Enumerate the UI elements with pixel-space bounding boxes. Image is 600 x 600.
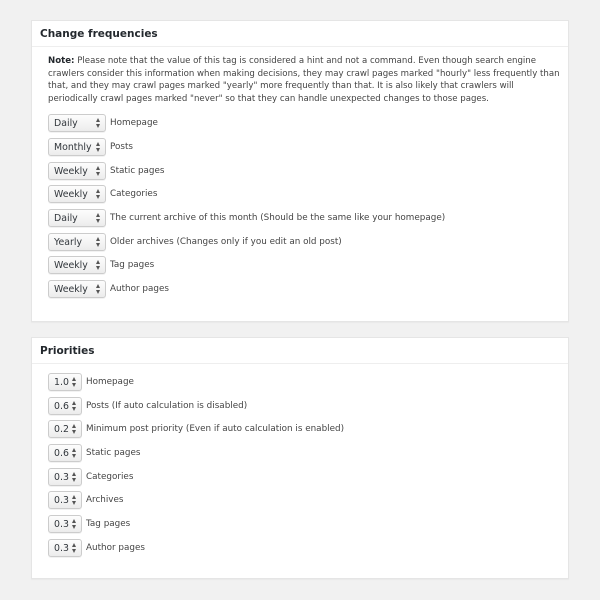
note-label: Note:	[48, 56, 75, 66]
select-arrows-icon	[96, 142, 101, 152]
select-arrows-icon	[96, 260, 101, 270]
freq-row-homepage	[48, 111, 568, 135]
freq-tag-pages-select[interactable]: Weekly	[48, 256, 106, 274]
prio-row-tag-pages	[48, 512, 568, 536]
freq-author-pages-label: Author pages	[110, 284, 169, 295]
prio-row-static-pages	[48, 441, 568, 465]
freq-categories-label: Categories	[110, 189, 158, 200]
select-arrows-icon	[72, 519, 77, 529]
prio-minimum-post-label: Minimum post priority (Even if auto calculation is enabled)	[86, 424, 345, 435]
prio-static-pages-label: Static pages	[86, 447, 141, 458]
prio-row-author-pages	[48, 536, 568, 560]
freq-row-posts	[48, 135, 568, 159]
prio-tag-pages-select[interactable]: 0.3	[48, 515, 82, 533]
select-arrows-icon	[96, 237, 101, 247]
freq-row-categories	[48, 182, 568, 206]
freq-row-author-pages	[48, 277, 568, 301]
freq-homepage-label: Homepage	[110, 118, 158, 129]
freq-categories-select[interactable]: Weekly	[48, 185, 106, 203]
select-arrows-icon	[72, 472, 77, 482]
prio-minimum-post-select[interactable]: 0.2	[48, 420, 82, 438]
select-arrows-icon	[72, 401, 77, 411]
select-arrows-icon	[96, 189, 101, 199]
prio-row-categories	[48, 465, 568, 489]
select-arrows-icon	[72, 424, 77, 434]
freq-row-older-archives	[48, 230, 568, 254]
freq-current-archive-select[interactable]: Daily	[48, 209, 106, 227]
freq-posts-label: Posts	[110, 141, 133, 152]
prio-tag-pages-label: Tag pages	[86, 518, 131, 529]
priorities-title: Priorities	[32, 338, 568, 364]
prio-author-pages-select[interactable]: 0.3	[48, 539, 82, 557]
prio-categories-select[interactable]: 0.3	[48, 468, 82, 486]
freq-static-pages-select[interactable]: Weekly	[48, 162, 106, 180]
freq-homepage-select[interactable]: Daily	[48, 114, 106, 132]
freq-older-archives-label: Older archives (Changes only if you edit an old post)	[110, 236, 342, 247]
freq-static-pages-label: Static pages	[110, 165, 165, 176]
prio-categories-label: Categories	[86, 471, 134, 482]
select-arrows-icon	[96, 118, 101, 128]
select-arrows-icon	[96, 284, 101, 294]
prio-row-homepage	[48, 370, 568, 394]
note-text: Please note that the value of this tag is considered a hint and not a command. Even though search engine crawlers consider this information when making decisions, they may crawl pages marked "hourly" less frequently than that, and they may crawl pages marked "yearly" more frequently than that. It is also likely that crawlers will periodically crawl pages marked "never" so that they can handle unexpected changes to those pages.	[48, 56, 560, 104]
prio-row-minimum-post	[48, 417, 568, 441]
freq-older-archives-select[interactable]: Yearly	[48, 233, 106, 251]
priorities-panel	[31, 337, 569, 579]
prio-posts-select[interactable]: 0.6	[48, 397, 82, 415]
freq-current-archive-label: The current archive of this month (Should be the same like your homepage)	[110, 212, 446, 223]
select-arrows-icon	[96, 166, 101, 176]
prio-posts-label: Posts (If auto calculation is disabled)	[86, 400, 248, 411]
freq-tag-pages-label: Tag pages	[110, 260, 155, 271]
prio-homepage-select[interactable]: 1.0	[48, 373, 82, 391]
freq-row-tag-pages	[48, 254, 568, 278]
select-arrows-icon	[72, 377, 77, 387]
prio-row-archives	[48, 488, 568, 512]
select-arrows-icon	[72, 448, 77, 458]
frequency-note	[48, 55, 560, 105]
select-arrows-icon	[72, 495, 77, 505]
prio-homepage-label: Homepage	[86, 376, 134, 387]
change-frequencies-title: Change frequencies	[32, 21, 568, 47]
prio-static-pages-select[interactable]: 0.6	[48, 444, 82, 462]
freq-row-current-archive	[48, 206, 568, 230]
prio-author-pages-label: Author pages	[86, 542, 145, 553]
change-frequencies-panel	[31, 20, 569, 322]
freq-posts-select[interactable]: Monthly	[48, 138, 106, 156]
select-arrows-icon	[72, 543, 77, 553]
select-arrows-icon	[96, 213, 101, 223]
prio-archives-select[interactable]: 0.3	[48, 491, 82, 509]
freq-author-pages-select[interactable]: Weekly	[48, 280, 106, 298]
freq-row-static-pages	[48, 159, 568, 183]
prio-archives-label: Archives	[86, 495, 124, 506]
prio-row-posts	[48, 394, 568, 418]
